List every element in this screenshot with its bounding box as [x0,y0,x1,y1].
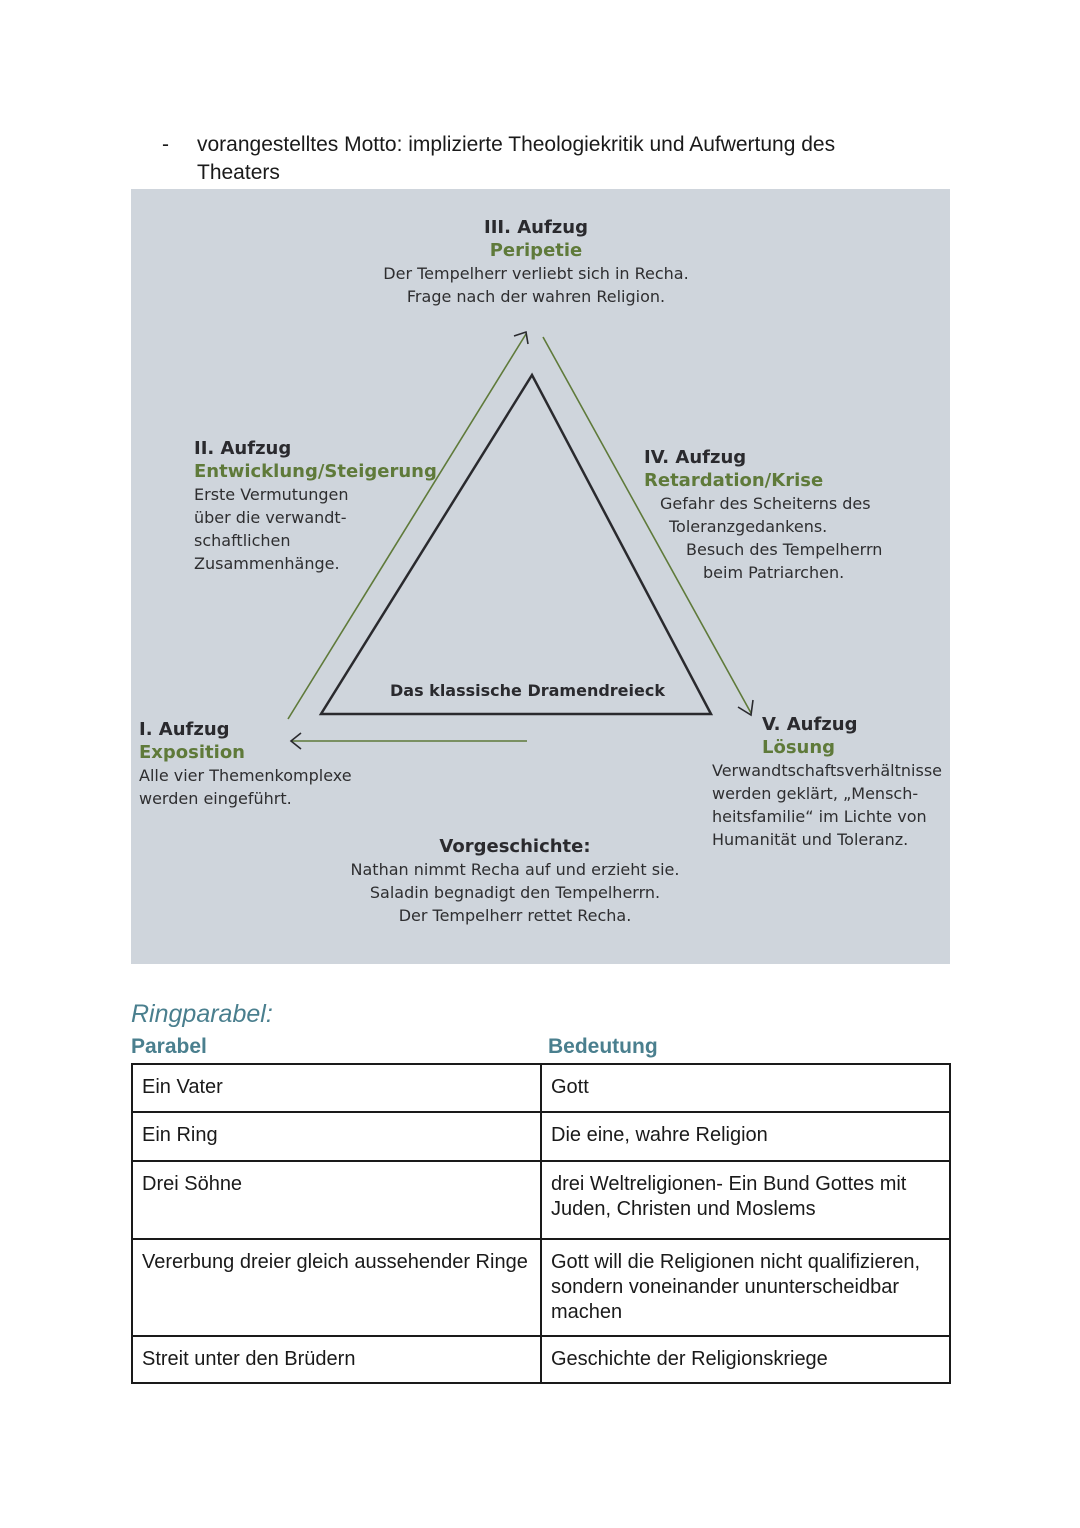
table-row [132,1336,950,1383]
intro-text: vorangestelltes Motto: implizierte Theologiekritik und Aufwertung des Theaters [197,133,836,184]
table-cell-bedeutung: Die eine, wahre Religion [541,1112,950,1161]
act-4-name: IV. Aufzug [644,447,747,468]
act-1-name: I. Aufzug [139,719,230,740]
act-2 [194,437,437,575]
act-4-line: Gefahr des Scheiterns des [660,494,871,513]
table-cell-parabel: Streit unter den Brüdern [132,1336,541,1383]
act-4 [644,446,882,584]
act-2-line: schaftlichen [194,531,291,550]
act-3-line: Der Tempelherr verliebt sich in Recha. [383,264,689,283]
act-5 [712,713,942,851]
act-5-line: Humanität und Toleranz. [712,830,909,849]
table-cell-parabel: Vererbung dreier gleich aussehender Ringe [132,1239,541,1336]
act-2-name: II. Aufzug [194,438,292,459]
table-cell-parabel: Ein Ring [132,1112,541,1161]
prehistory [331,835,699,927]
act-2-line: Erste Vermutungen [194,485,349,504]
table-row [132,1064,950,1112]
table-cell-parabel: Drei Söhne [132,1161,541,1239]
table-cell-bedeutung: Gott will die Religionen nicht qualifizieren, sondern voneinander ununterscheidbar machen [541,1239,950,1336]
act-1-line: werden eingeführt. [139,789,292,808]
act-2-line: Zusammenhänge. [194,554,340,573]
act-2-line: über die verwandt- [194,508,347,527]
table-cell-parabel: Ein Vater [132,1064,541,1112]
column-header-parabel: Parabel [131,1035,207,1058]
prehistory-line: Saladin begnadigt den Tempelherrn. [369,883,661,902]
section-title: Ringparabel: [131,1000,273,1028]
act-4-line: beim Patriarchen. [703,563,845,582]
act-4-phase: Retardation/Krise [644,470,824,491]
act-3 [361,216,711,308]
prehistory-line: Nathan nimmt Recha auf und erzieht sie. [350,860,680,879]
act-3-phase: Peripetie [489,240,583,261]
ringparabel-table [131,1063,951,1384]
act-3-name: III. Aufzug [484,217,588,238]
act-5-line: Verwandtschaftsverhältnisse [712,761,942,780]
prehistory-heading: Vorgeschichte: [439,836,591,857]
table-cell-bedeutung: Gott [541,1064,950,1112]
act-4-line: Toleranzgedankens. [669,517,828,536]
table-row [132,1112,950,1161]
act-5-name: V. Aufzug [762,714,858,735]
column-header-bedeutung: Bedeutung [548,1035,658,1058]
act-5-line: heitsfamilie“ im Lichte von [712,807,927,826]
act-5-phase: Lösung [762,737,836,758]
act-1-line: Alle vier Themenkomplexe [139,766,352,785]
table-cell-bedeutung: Geschichte der Religionskriege [541,1336,950,1383]
table-cell-bedeutung: drei Weltreligionen- Ein Bund Gottes mit Juden, Christen und Moslems [541,1161,950,1239]
act-2-phase: Entwicklung/Steigerung [194,461,437,482]
bullet-marker: - [162,133,169,156]
diagram-title: Das klassische Dramendreieck [390,681,665,700]
act-1-phase: Exposition [139,742,245,763]
act-5-line: werden geklärt, „Mensch- [712,784,919,803]
table-row [132,1239,950,1336]
act-4-line: Besuch des Tempelherrn [686,540,883,559]
prehistory-line: Der Tempelherr rettet Recha. [398,906,632,925]
act-3-line: Frage nach der wahren Religion. [406,287,666,306]
act-1 [139,718,352,810]
drama-triangle-diagram [131,189,950,964]
table-row [132,1161,950,1239]
